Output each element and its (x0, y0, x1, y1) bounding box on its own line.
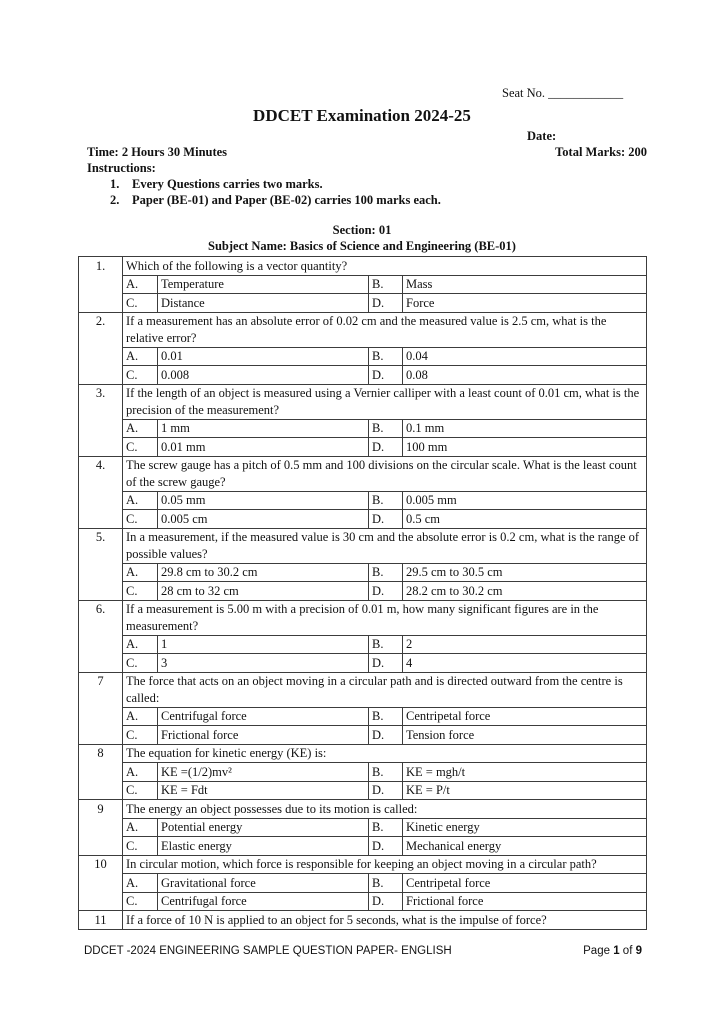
instruction-text: Every Questions carries two marks. (132, 177, 323, 191)
option-text: Force (403, 294, 647, 313)
option-row (79, 654, 647, 673)
option-letter: A. (123, 491, 158, 510)
instruction-number: 1. (110, 177, 120, 191)
page-footer (0, 944, 724, 959)
option-text: Centripetal force (403, 874, 647, 893)
option-text: KE = P/t (403, 781, 647, 800)
option-row (79, 275, 647, 294)
option-letter: B. (369, 347, 403, 366)
instruction-text: Paper (BE-01) and Paper (BE-02) carries 100 marks each. (132, 193, 441, 207)
question-number: 9 (79, 800, 123, 856)
option-letter: C. (123, 294, 158, 313)
option-letter: A. (123, 635, 158, 654)
time-label: Time: 2 Hours 30 Minutes (87, 145, 228, 159)
question-text: If a measurement has an absolute error of 0.02 cm and the measured value is 2.5 cm, what is the relative error? (123, 312, 647, 347)
option-row (79, 763, 647, 782)
footer-page-label: Page (583, 945, 614, 957)
option-row (79, 707, 647, 726)
option-row (79, 510, 647, 529)
option-text: Centrifugal force (158, 892, 369, 911)
option-text: Gravitational force (158, 874, 369, 893)
option-letter: A. (123, 707, 158, 726)
option-text: Potential energy (158, 818, 369, 837)
option-row (79, 582, 647, 601)
option-letter: D. (369, 654, 403, 673)
option-letter: B. (369, 275, 403, 294)
option-letter: C. (123, 892, 158, 911)
question-number: 4. (79, 456, 123, 528)
option-text: 0.01 (158, 347, 369, 366)
option-row (79, 781, 647, 800)
option-text: 2 (403, 635, 647, 654)
section-heading: Section: 01 (332, 223, 392, 237)
option-letter: B. (369, 874, 403, 893)
question-number: 7 (79, 672, 123, 744)
question-text: If the length of an object is measured using a Vernier calliper with a least count of 0.01 cm, what is the precision of the measurement? (123, 384, 647, 419)
option-text: 1 mm (158, 419, 369, 438)
option-text: Temperature (158, 275, 369, 294)
option-row (79, 347, 647, 366)
question-number: 5. (79, 528, 123, 600)
option-row (79, 635, 647, 654)
option-text: Centrifugal force (158, 707, 369, 726)
question-table-body (79, 257, 647, 930)
option-text: Mechanical energy (403, 837, 647, 856)
option-letter: B. (369, 707, 403, 726)
option-text: 0.005 mm (403, 491, 647, 510)
option-letter: C. (123, 654, 158, 673)
option-letter: B. (369, 818, 403, 837)
option-letter: C. (123, 781, 158, 800)
footer-left-text: DDCET -2024 ENGINEERING SAMPLE QUESTION PAPER- ENGLISH (84, 945, 452, 957)
option-row (79, 726, 647, 745)
option-letter: B. (369, 635, 403, 654)
option-letter: C. (123, 510, 158, 529)
question-text: If a measurement is 5.00 m with a precision of 0.01 m, how many significant figures are in the measurement? (123, 600, 647, 635)
option-letter: A. (123, 419, 158, 438)
option-text: 29.8 cm to 30.2 cm (158, 563, 369, 582)
question-number: 2. (79, 312, 123, 384)
footer-page-info (583, 944, 642, 959)
option-row (79, 563, 647, 582)
option-letter: B. (369, 763, 403, 782)
question-number: 1. (79, 257, 123, 313)
option-row (79, 294, 647, 313)
instruction-item-2 (0, 192, 724, 208)
question-text: In a measurement, if the measured value is 30 cm and the absolute error is 0.2 cm, what is the range of possible values? (123, 528, 647, 563)
question-text: In circular motion, which force is responsible for keeping an object moving in a circular path? (123, 855, 647, 874)
option-text: 28.2 cm to 30.2 cm (403, 582, 647, 601)
option-row (79, 491, 647, 510)
option-text: Kinetic energy (403, 818, 647, 837)
option-letter: C. (123, 837, 158, 856)
option-letter: D. (369, 837, 403, 856)
option-row (79, 837, 647, 856)
question-number: 6. (79, 600, 123, 672)
option-text: 1 (158, 635, 369, 654)
option-letter: A. (123, 874, 158, 893)
question-text: The force that acts on an object moving in a circular path and is directed outward from the centre is called: (123, 672, 647, 707)
option-letter: C. (123, 438, 158, 457)
question-row (79, 456, 647, 491)
instruction-item-1 (0, 176, 724, 192)
option-letter: D. (369, 366, 403, 385)
option-letter: B. (369, 563, 403, 582)
question-number: 11 (79, 911, 123, 930)
total-marks-label: Total Marks: 200 (555, 145, 647, 159)
option-letter: C. (123, 366, 158, 385)
option-text: 0.04 (403, 347, 647, 366)
option-text: Centripetal force (403, 707, 647, 726)
option-text: Mass (403, 275, 647, 294)
option-letter: D. (369, 726, 403, 745)
option-text: KE =(1/2)mv² (158, 763, 369, 782)
option-row (79, 438, 647, 457)
page-title: DDCET Examination 2024-25 (253, 106, 471, 125)
option-text: 0.1 mm (403, 419, 647, 438)
option-row (79, 892, 647, 911)
question-number: 10 (79, 855, 123, 911)
question-row (79, 384, 647, 419)
option-text: Distance (158, 294, 369, 313)
option-text: 0.08 (403, 366, 647, 385)
question-text: Which of the following is a vector quantity? (123, 257, 647, 276)
question-row (79, 600, 647, 635)
option-text: Frictional force (158, 726, 369, 745)
option-text: 0.05 mm (158, 491, 369, 510)
option-letter: A. (123, 275, 158, 294)
question-row (79, 744, 647, 763)
option-row (79, 818, 647, 837)
question-row (79, 800, 647, 819)
option-text: KE = Fdt (158, 781, 369, 800)
instruction-number: 2. (110, 193, 120, 207)
option-row (79, 366, 647, 385)
option-letter: C. (123, 582, 158, 601)
footer-page-number: 1 (613, 945, 620, 957)
option-text: 0.01 mm (158, 438, 369, 457)
option-letter: B. (369, 419, 403, 438)
option-text: Elastic energy (158, 837, 369, 856)
instructions-label: Instructions: (87, 161, 156, 175)
time-marks-row (0, 144, 724, 160)
question-number: 3. (79, 384, 123, 456)
option-letter: D. (369, 582, 403, 601)
option-text: 3 (158, 654, 369, 673)
option-letter: D. (369, 294, 403, 313)
question-row (79, 672, 647, 707)
option-text: 28 cm to 32 cm (158, 582, 369, 601)
option-text: 0.005 cm (158, 510, 369, 529)
option-letter: D. (369, 781, 403, 800)
option-text: 29.5 cm to 30.5 cm (403, 563, 647, 582)
option-letter: A. (123, 563, 158, 582)
question-row (79, 911, 647, 930)
question-row (79, 312, 647, 347)
option-letter: D. (369, 510, 403, 529)
option-row (79, 419, 647, 438)
option-text: 0.008 (158, 366, 369, 385)
option-text: 4 (403, 654, 647, 673)
option-letter: A. (123, 818, 158, 837)
option-letter: A. (123, 347, 158, 366)
question-text: The equation for kinetic energy (KE) is: (123, 744, 647, 763)
option-text: 100 mm (403, 438, 647, 457)
subject-heading: Subject Name: Basics of Science and Engineering (BE-01) (208, 239, 516, 253)
option-letter: C. (123, 726, 158, 745)
question-text: If a force of 10 N is applied to an object for 5 seconds, what is the impulse of force? (123, 911, 647, 930)
seat-no-label: Seat No. ____________ (502, 86, 624, 100)
question-table (78, 256, 647, 930)
option-text: 0.5 cm (403, 510, 647, 529)
date-label: Date: (527, 129, 557, 143)
option-text: Frictional force (403, 892, 647, 911)
option-letter: A. (123, 763, 158, 782)
footer-page-total: 9 (635, 945, 642, 957)
option-text: Tension force (403, 726, 647, 745)
footer-of-label: of (619, 945, 636, 957)
option-letter: B. (369, 491, 403, 510)
question-number: 8 (79, 744, 123, 800)
question-text: The screw gauge has a pitch of 0.5 mm and 100 divisions on the circular scale. What is the least count of the screw gauge? (123, 456, 647, 491)
option-letter: D. (369, 438, 403, 457)
option-letter: D. (369, 892, 403, 911)
question-row (79, 257, 647, 276)
question-row (79, 528, 647, 563)
option-row (79, 874, 647, 893)
option-text: KE = mgh/t (403, 763, 647, 782)
question-text: The energy an object possesses due to its motion is called: (123, 800, 647, 819)
question-row (79, 855, 647, 874)
